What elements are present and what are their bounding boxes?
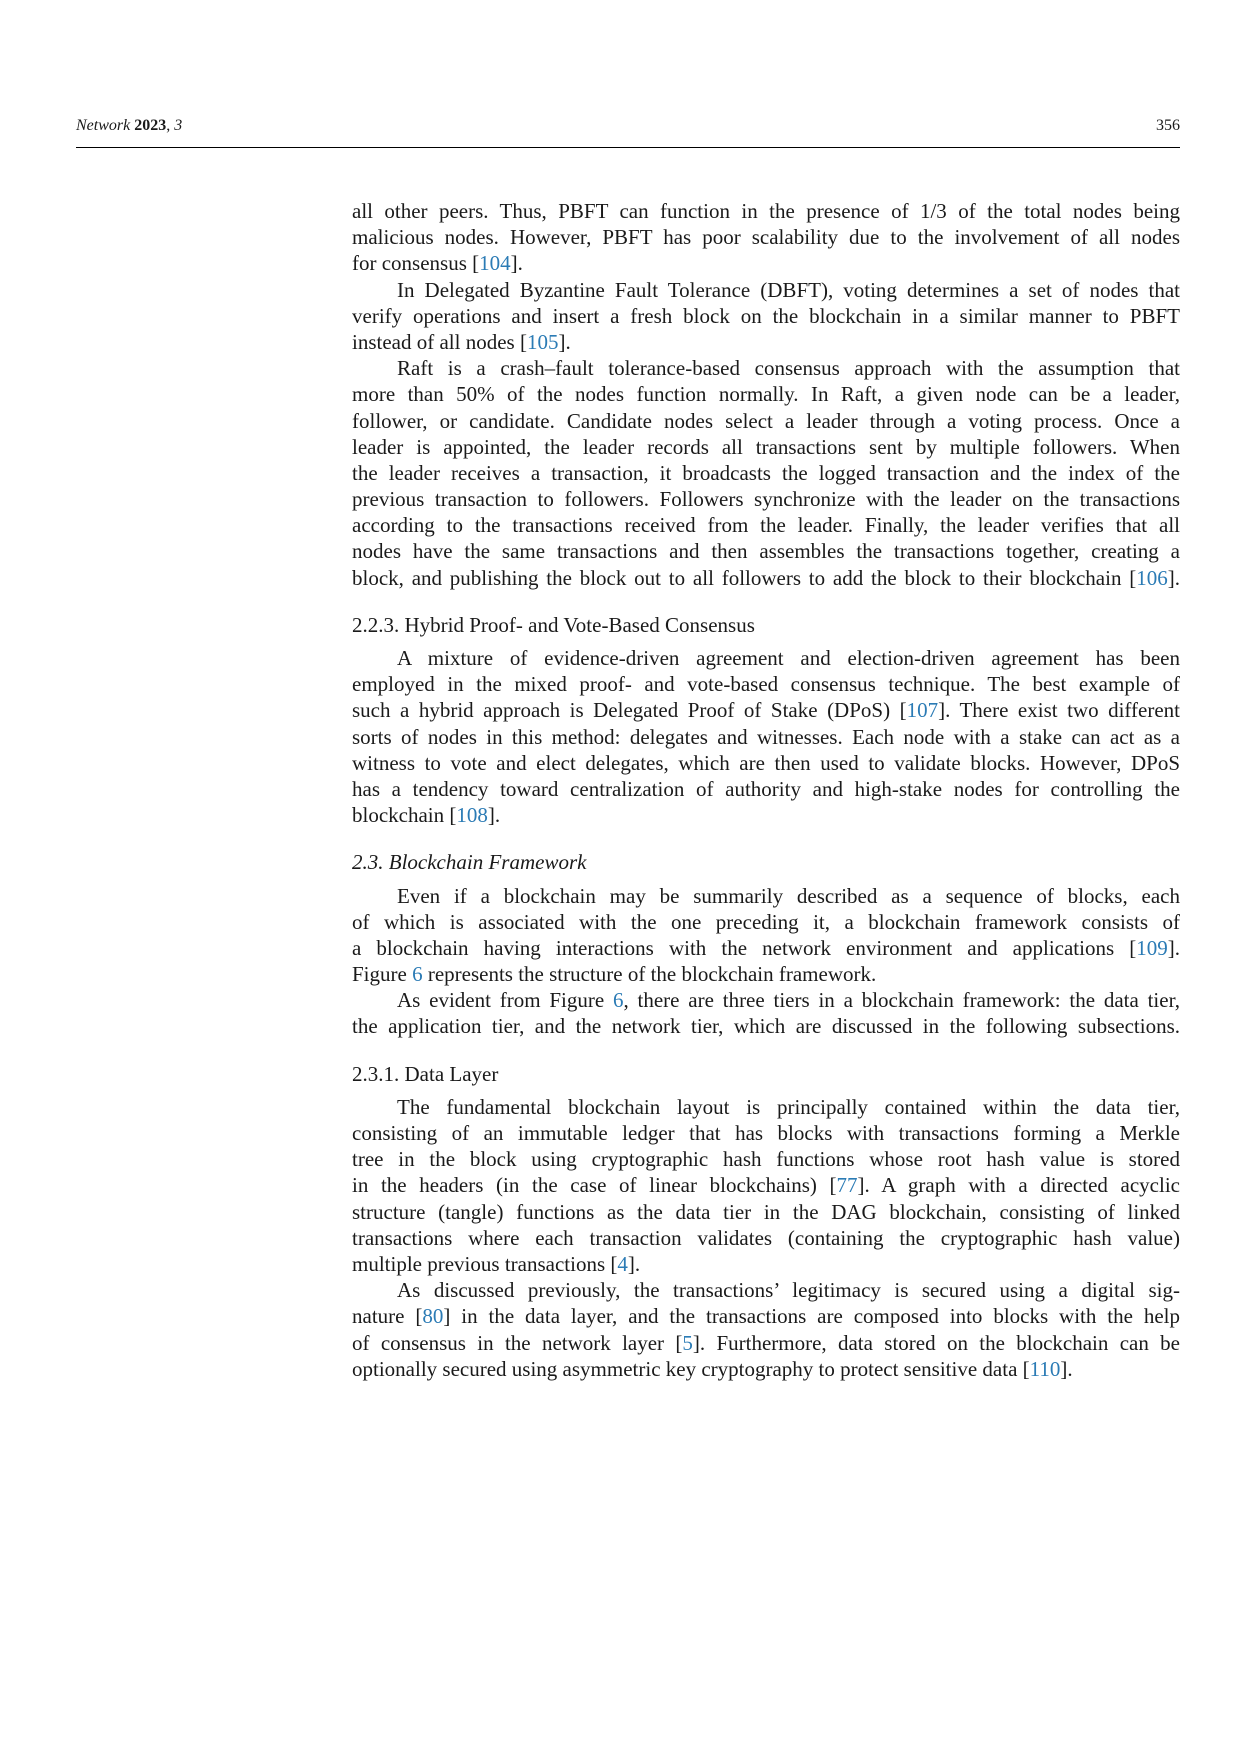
text-line: of consensus in the network layer [5]. Furthermore, data stored on the blockchain can be xyxy=(352,1330,1180,1355)
journal-name: Network xyxy=(76,117,131,134)
text-line: sorts of nodes in this method: delegates and witnesses. Each node with a stake can act as a xyxy=(352,724,1180,749)
text-line: all other peers. Thus, PBFT can function in the presence of 1/3 of the total nodes being xyxy=(352,199,1180,223)
citation-link[interactable]: 109 xyxy=(1136,935,1168,960)
paragraph xyxy=(352,883,1180,988)
text-line: according to the transactions received from the leader. Finally, the leader verifies that all xyxy=(352,513,1180,538)
section-heading: 2.3.1. Data Layer xyxy=(352,1061,499,1086)
citation-link[interactable]: 77 xyxy=(836,1173,858,1198)
text-line: A mixture of evidence-driven agreement and election-driven agreement has been xyxy=(397,646,1180,671)
text-line: nature [80] in the data layer, and the transactions are composed into blocks with the help xyxy=(352,1304,1181,1329)
text-line: verify operations and insert a fresh block on the blockchain in a similar manner to PBFT xyxy=(352,303,1180,328)
section-heading: 2.3. Blockchain Framework xyxy=(352,850,587,875)
text-line: structure (tangle) functions as the data tier in the DAG blockchain, consisting of linked xyxy=(352,1199,1180,1224)
citation-link[interactable]: 107 xyxy=(906,698,939,723)
citation-link[interactable]: 6 xyxy=(612,988,624,1013)
citation-link[interactable]: 104 xyxy=(479,251,511,276)
journal-citation: Network 2023, 3 xyxy=(76,117,183,134)
text-line: the application tier, and the network tier, which are discussed in the following subsections. xyxy=(352,1014,1180,1039)
text-line: multiple previous transactions [4]. xyxy=(352,1251,641,1276)
text-line: such a hybrid approach is Delegated Proof of Stake (DPoS) [107]. There exist two different xyxy=(352,698,1180,723)
text-line: has a tendency toward centralization of authority and high-stake nodes for controlling the xyxy=(352,776,1180,801)
citation-link[interactable]: 108 xyxy=(456,803,488,828)
text-line: for consensus [104]. xyxy=(352,251,523,276)
text-line: the leader receives a transaction, it broadcasts the logged transaction and the index of the xyxy=(352,460,1180,485)
header-rule xyxy=(76,147,1180,148)
text-line: Raft is a crash–fault tolerance-based consensus approach with the assumption that xyxy=(397,356,1180,381)
text-line: more than 50% of the nodes function normally. In Raft, a given node can be a leader, xyxy=(352,382,1180,407)
paragraph xyxy=(352,198,1180,277)
text-line: block, and publishing the block out to all followers to add the block to their blockchain [106]. xyxy=(352,565,1180,590)
text-line: employed in the mixed proof- and vote-based consensus technique. The best example of xyxy=(352,672,1180,697)
text-line: previous transaction to followers. Followers synchronize with the leader on the transactions xyxy=(352,487,1180,512)
citation-link[interactable]: 4 xyxy=(617,1251,628,1276)
paragraph xyxy=(352,987,1180,1039)
page-number: 356 xyxy=(1156,117,1180,134)
article-body xyxy=(352,198,1180,1382)
text-line: As discussed previously, the transactions’ legitimacy is secured using a digital sig- xyxy=(397,1278,1180,1303)
text-line: In Delegated Byzantine Fault Tolerance (DBFT), voting determines a set of nodes that xyxy=(397,277,1180,302)
citation-link[interactable]: 5 xyxy=(682,1330,693,1355)
text-line: consisting of an immutable ledger that has blocks with transactions forming a Merkle xyxy=(352,1121,1180,1146)
text-line: transactions where each transaction validates (containing the cryptographic hash value) xyxy=(352,1225,1180,1250)
text-line: of which is associated with the one preceding it, a blockchain framework consists of xyxy=(352,909,1180,934)
text-line: The fundamental blockchain layout is principally contained within the data tier, xyxy=(397,1094,1180,1119)
journal-volume: 3 xyxy=(174,117,183,134)
text-line: witness to vote and elect delegates, which are then used to validate blocks. However, DPoS xyxy=(352,750,1180,775)
paragraph xyxy=(352,355,1180,591)
text-line: Figure 6 represents the structure of the blockchain framework. xyxy=(352,962,877,987)
text-line: As evident from Figure 6, there are three tiers in a blockchain framework: the data tier, xyxy=(397,988,1180,1013)
text-line: tree in the block using cryptographic hash functions whose root hash value is stored xyxy=(352,1147,1180,1172)
text-line: nodes have the same transactions and then assembles the transactions together, creating a xyxy=(352,539,1180,564)
citation-link[interactable]: 105 xyxy=(526,329,559,354)
citation-link[interactable]: 6 xyxy=(412,962,423,987)
paragraph xyxy=(352,1094,1180,1277)
text-line: instead of all nodes [105]. xyxy=(352,329,571,354)
section-heading: 2.2.3. Hybrid Proof- and Vote-Based Consensus xyxy=(352,612,755,637)
text-line: malicious nodes. However, PBFT has poor scalability due to the involvement of all nodes xyxy=(352,225,1180,250)
citation-link[interactable]: 110 xyxy=(1029,1356,1061,1381)
text-line: blockchain [108]. xyxy=(352,803,501,828)
journal-year: 2023 xyxy=(134,117,167,134)
text-line: follower, or candidate. Candidate nodes select a leader through a voting process. Once a xyxy=(352,408,1180,433)
paragraph xyxy=(352,1277,1180,1382)
text-line: optionally secured using asymmetric key cryptography to protect sensitive data [110]. xyxy=(352,1356,1073,1381)
citation-link[interactable]: 80 xyxy=(422,1304,444,1329)
text-line: a blockchain having interactions with the network environment and applications [109]. xyxy=(352,935,1180,960)
text-line: Even if a blockchain may be summarily described as a sequence of blocks, each xyxy=(397,883,1180,908)
text-line: leader is appointed, the leader records all transactions sent by multiple followers. When xyxy=(352,434,1180,459)
text-line: in the headers (in the case of linear blockchains) [77]. A graph with a directed acyclic xyxy=(352,1173,1180,1198)
citation-link[interactable]: 106 xyxy=(1136,565,1168,590)
paragraph xyxy=(352,277,1180,356)
paragraph xyxy=(352,645,1180,828)
